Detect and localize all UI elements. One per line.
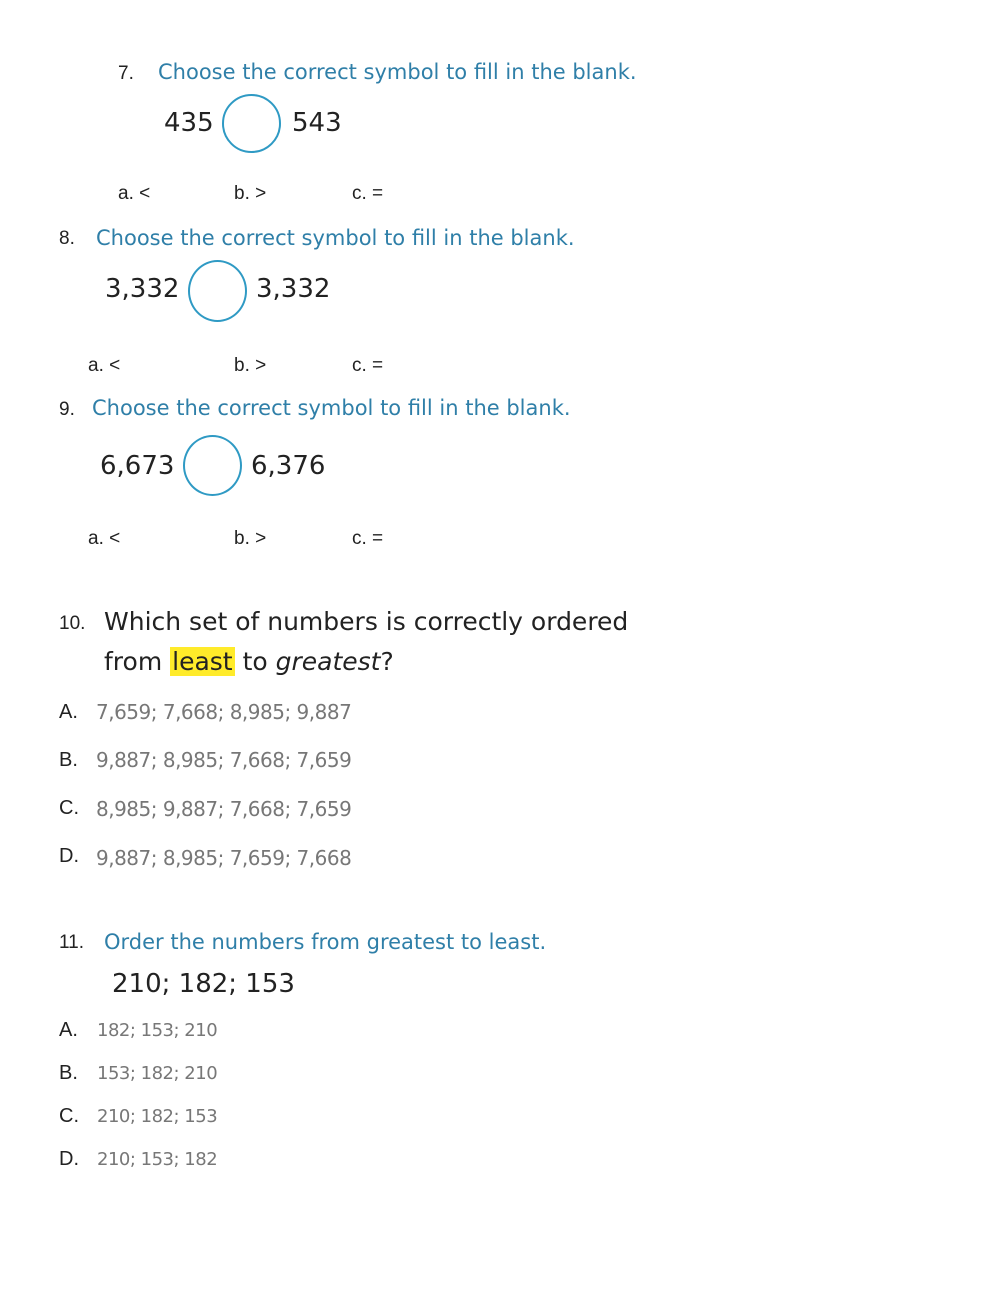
question-number: 11. [59,932,85,953]
question-text-line-2: from least to greatest? [104,647,394,676]
choice-c[interactable]: c. = [352,355,384,376]
option-letter: B. [59,1062,78,1084]
option-letter: A. [59,701,78,723]
numbers-to-order: 210; 182; 153 [112,969,295,999]
option-c[interactable]: 8,985; 9,887; 7,668; 7,659 [96,797,352,821]
choice-a[interactable]: a. < [118,183,151,204]
right-number: 3,332 [256,274,331,304]
option-a[interactable]: 182; 153; 210 [97,1020,218,1041]
question-prompt: Choose the correct symbol to fill in the blank. [96,226,575,250]
option-letter: D. [59,845,79,867]
left-number: 6,673 [100,451,175,481]
left-number: 3,332 [105,274,180,304]
comparison-blank-circle[interactable] [222,94,281,153]
option-letter: D. [59,1148,79,1170]
right-number: 6,376 [251,451,326,481]
option-letter: B. [59,749,78,771]
option-c[interactable]: 210; 182; 153 [97,1106,218,1127]
comparison-blank-circle[interactable] [188,260,247,322]
question-number: 9. [59,399,75,420]
left-number: 435 [164,108,214,138]
question-prompt: Choose the correct symbol to fill in the blank. [158,60,637,84]
question-number: 10. [59,613,86,634]
option-letter: C. [59,1105,79,1127]
option-a[interactable]: 7,659; 7,668; 8,985; 9,887 [96,700,352,724]
right-number: 543 [292,108,342,138]
choice-b[interactable]: b. > [234,355,267,376]
option-letter: C. [59,797,79,819]
option-b[interactable]: 9,887; 8,985; 7,668; 7,659 [96,748,352,772]
highlighted-word: least [172,647,233,676]
question-prompt: Order the numbers from greatest to least. [104,930,547,954]
option-d[interactable]: 210; 153; 182 [97,1149,218,1170]
option-b[interactable]: 153; 182; 210 [97,1063,218,1084]
choice-b[interactable]: b. > [234,183,267,204]
choice-a[interactable]: a. < [88,355,121,376]
question-number: 7. [118,63,134,84]
question-number: 8. [59,228,75,249]
choice-a[interactable]: a. < [88,528,121,549]
comparison-blank-circle[interactable] [183,435,242,496]
option-d[interactable]: 9,887; 8,985; 7,659; 7,668 [96,846,352,870]
choice-c[interactable]: c. = [352,528,384,549]
question-text-line-1: Which set of numbers is correctly ordered [104,607,629,636]
choice-c[interactable]: c. = [352,183,384,204]
option-letter: A. [59,1019,78,1041]
choice-b[interactable]: b. > [234,528,267,549]
question-prompt: Choose the correct symbol to fill in the blank. [92,396,571,420]
